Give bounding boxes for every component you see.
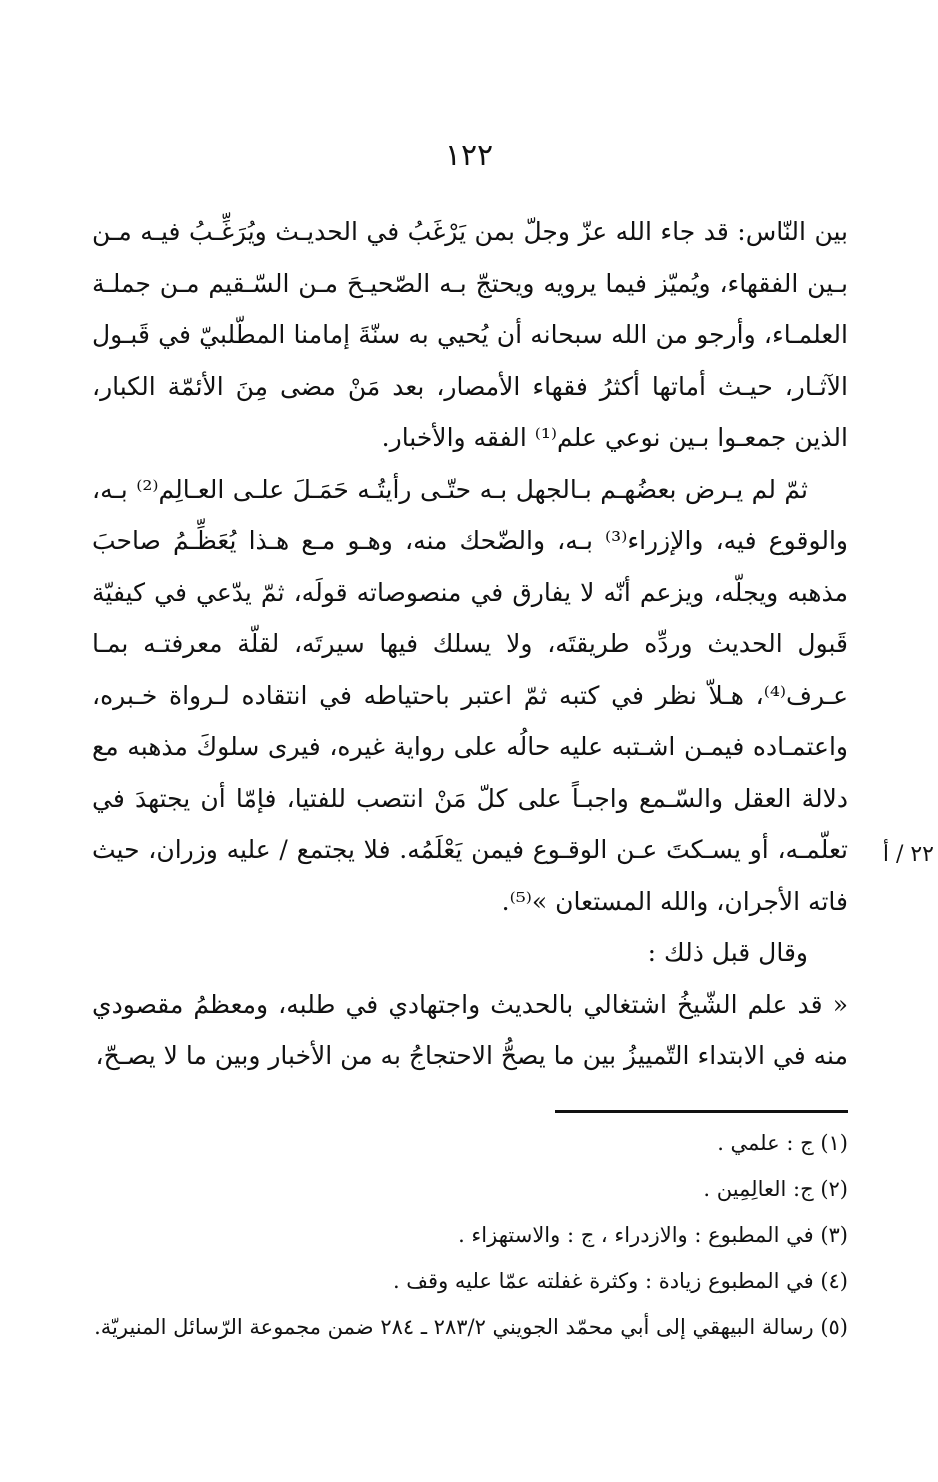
footnote-3: (٣) في المطبوع : والازدراء ، ج : والاستهزاء .	[458, 1223, 848, 1247]
footnotes	[92, 1120, 848, 1350]
paragraph-4: « قد علم الشّيخُ اشتغالي بالحديث واجتهادي في طلبه، ومعظمُ مقصودي منه في الابتداء التّمييزُ بين ما يصحُّ الاحتجاجُ به من الأخبار وبين ما لا يصـحّ،	[92, 989, 848, 1070]
footnote-4: (٤) في المطبوع زيادة : وكثرة غفلته عمّا عليه وقف .	[392, 1269, 848, 1293]
paragraph-3: وقال قبل ذلك :	[647, 938, 808, 967]
paragraph-1: بين النّاس: قد جاء الله عزّ وجلّ بمن يَرْغَبُ في الحديـث ويُرَغِّـبُ فيـه مـن بـين الفقهاء، ويُميّز فيما يرويه ويحتجّ بـه الصّحيـحَ مـن السّـقيم مـن جملـة العلمـاء، وأرجو من الله سبحانه أن يُحيي به سنّةَ إمامنا المطّلبيّ في قَبـول الآثـار، حيـث أماتها أكثرُ فقهاء الأمصار، بعد مَنْ مضى مِنَ الأئمّة الكبار، الذين جمعـوا بـين نوعي علم⁽¹⁾ الفقه والأخبار.	[92, 217, 848, 452]
main-text	[92, 206, 848, 1082]
footnote-2: (٢) ج: العالِمِين .	[703, 1177, 848, 1201]
footnote-1: (١) ج : علمي .	[717, 1131, 848, 1155]
paragraph-2: ثمّ لم يـرض بعضُهـم بـالجهل بـه حتّـى رأيتُـه حَمَـلَ علـى العـالِم⁽²⁾ بـه، والوقوع فيه، والإزراء⁽³⁾ بـه، والضّحك منه، وهـو مـع هـذا يُعَظِّـمُ صاحبَ مذهبه ويجلّه، ويزعم أنّه لا يفارق في منصوصاته قولَه، ثمّ يدّعي في كيفيّة قَبول الحديث وردِّه طريقتَه، ولا يسلك فيها سيرتَه، لقلّة معرفتـه بمـا عـرف⁽⁴⁾، هـلاّ نظر في كتبه ثمّ اعتبر باحتياطه في انتقاده لـرواة خـبره، واعتمـاده فيمـن اشـتبه عليه حالُه على رواية غيره، فيرى سلوكَ مذهبه مع دلالة العقل والسّـمع واجبـاً على كلّ مَنْ انتصب للفتيا، فإمّا أن يجتهدَ في تعلّمـه، أو يسـكتَ عـن الوقـوع فيمن يَعْلَمُه. فلا يجتمع / عليه وزران، حيث فاته الأجران، والله المستعان »⁽⁵⁾.	[92, 474, 848, 916]
page-number: ١٢٢	[444, 138, 494, 173]
manuscript-folio-note: ٢٢ / أ	[882, 842, 934, 867]
footnote-divider	[555, 1110, 848, 1113]
footnote-5: (٥) رسالة البيهقي إلى أبي محمّد الجويني ٢٨٣/٢ ـ ٢٨٤ ضمن مجموعة الرّسائل المنيريّة.	[94, 1315, 848, 1339]
